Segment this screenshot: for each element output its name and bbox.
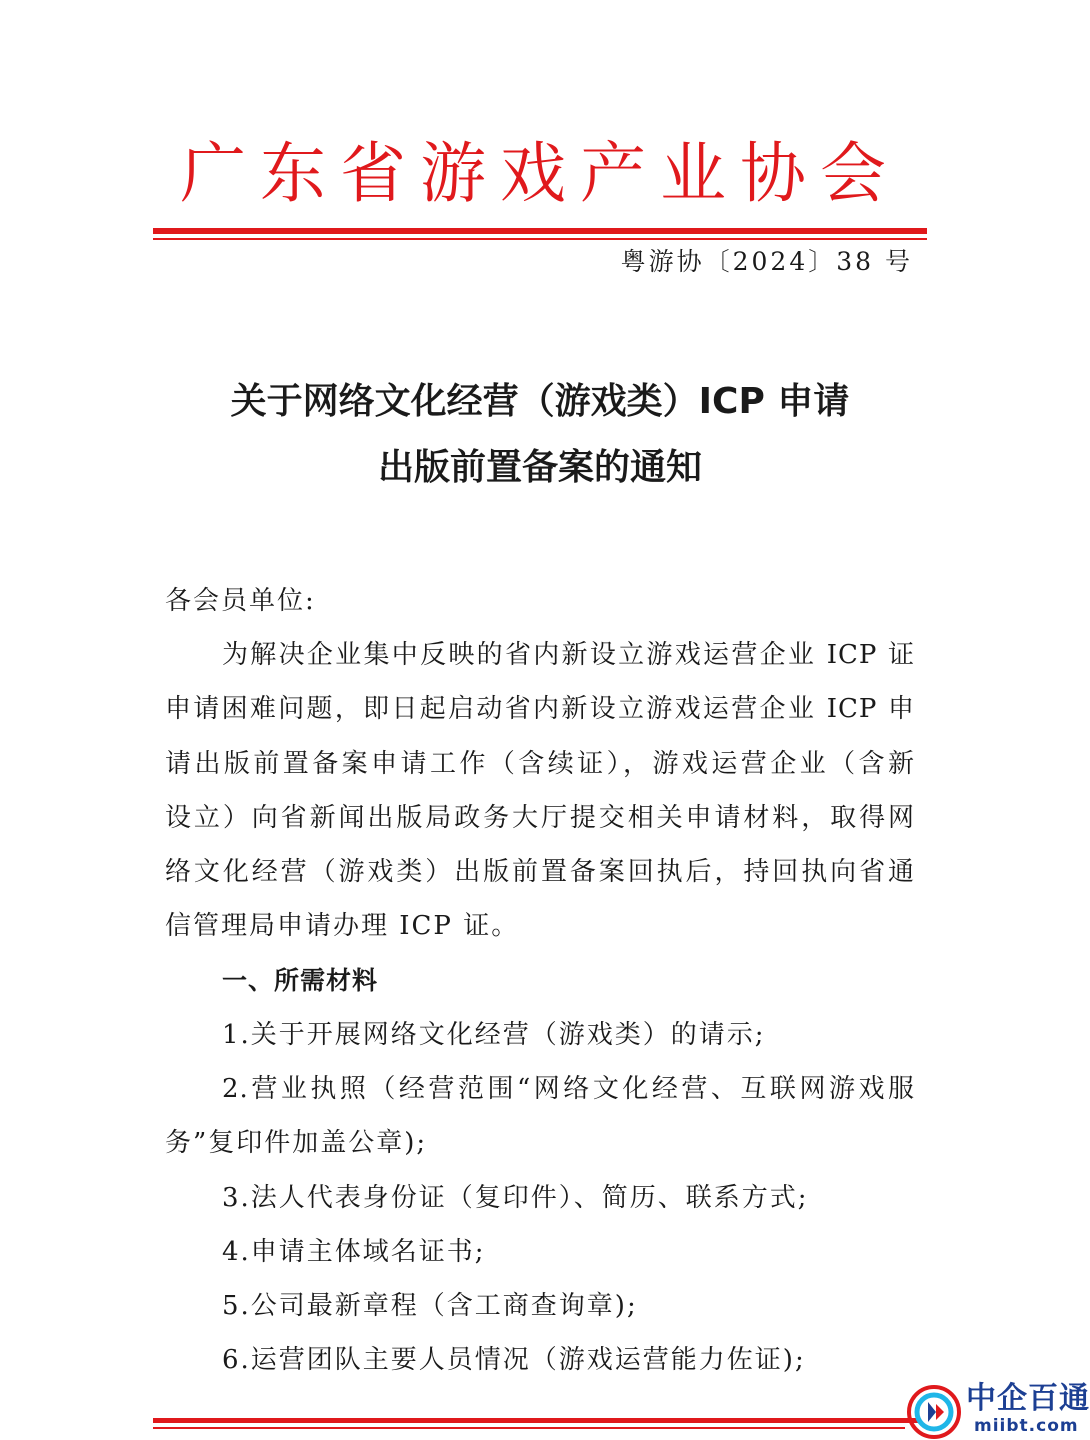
list-item: 6.运营团队主要人员情况（游戏运营能力佐证); [222,1345,806,1375]
watermark-brand-cn: 中企百通 [966,1381,1090,1416]
red-divider-bottom-thick [153,1418,927,1423]
list-item: 1.关于开展网络文化经营（游戏类）的请示; [222,1020,766,1050]
list-item-continuation: 务”复印件加盖公章); [165,1128,428,1158]
paragraph-line: 申请困难问题，即日起启动省内新设立游戏运营企业 ICP 申 [165,694,915,724]
salutation: 各会员单位: [165,586,316,616]
section-heading: 一、所需材料 [222,966,379,995]
list-item: 5.公司最新章程（含工商查询章); [222,1291,638,1321]
paragraph-line: 络文化经营（游戏类）出版前置备案回执后，持回执向省通 [165,857,915,887]
red-divider-thick [153,228,927,234]
watermark-brand-en: miibt.com [974,1416,1079,1436]
org-name: 广东省游戏产业协会 [180,135,900,212]
miibt-logo-icon [906,1384,962,1440]
paragraph-line: 信管理局申请办理 ICP 证。 [165,911,520,941]
list-item: 3.法人代表身份证（复印件）、简历、联系方式; [222,1183,809,1213]
red-divider-bottom-thin [153,1427,905,1429]
paragraph-line: 请出版前置备案申请工作（含续证），游戏运营企业（含新 [165,749,915,779]
paragraph-line: 为解决企业集中反映的省内新设立游戏运营企业 ICP 证 [222,640,915,670]
red-divider-thin [153,238,927,240]
list-item: 2.营业执照（经营范围“网络文化经营、互联网游戏服 [222,1074,915,1104]
doc-title-line-1: 关于网络文化经营（游戏类）ICP 申请 [230,381,850,422]
watermark-logo [906,1380,1090,1440]
paragraph-line: 设立）向省新闻出版局政务大厅提交相关申请材料，取得网 [165,803,915,833]
list-item: 4.申请主体域名证书; [222,1237,486,1267]
doc-title-line-2: 出版前置备案的通知 [377,447,702,488]
doc-number: 粤游协〔2024〕38 号 [620,247,913,276]
